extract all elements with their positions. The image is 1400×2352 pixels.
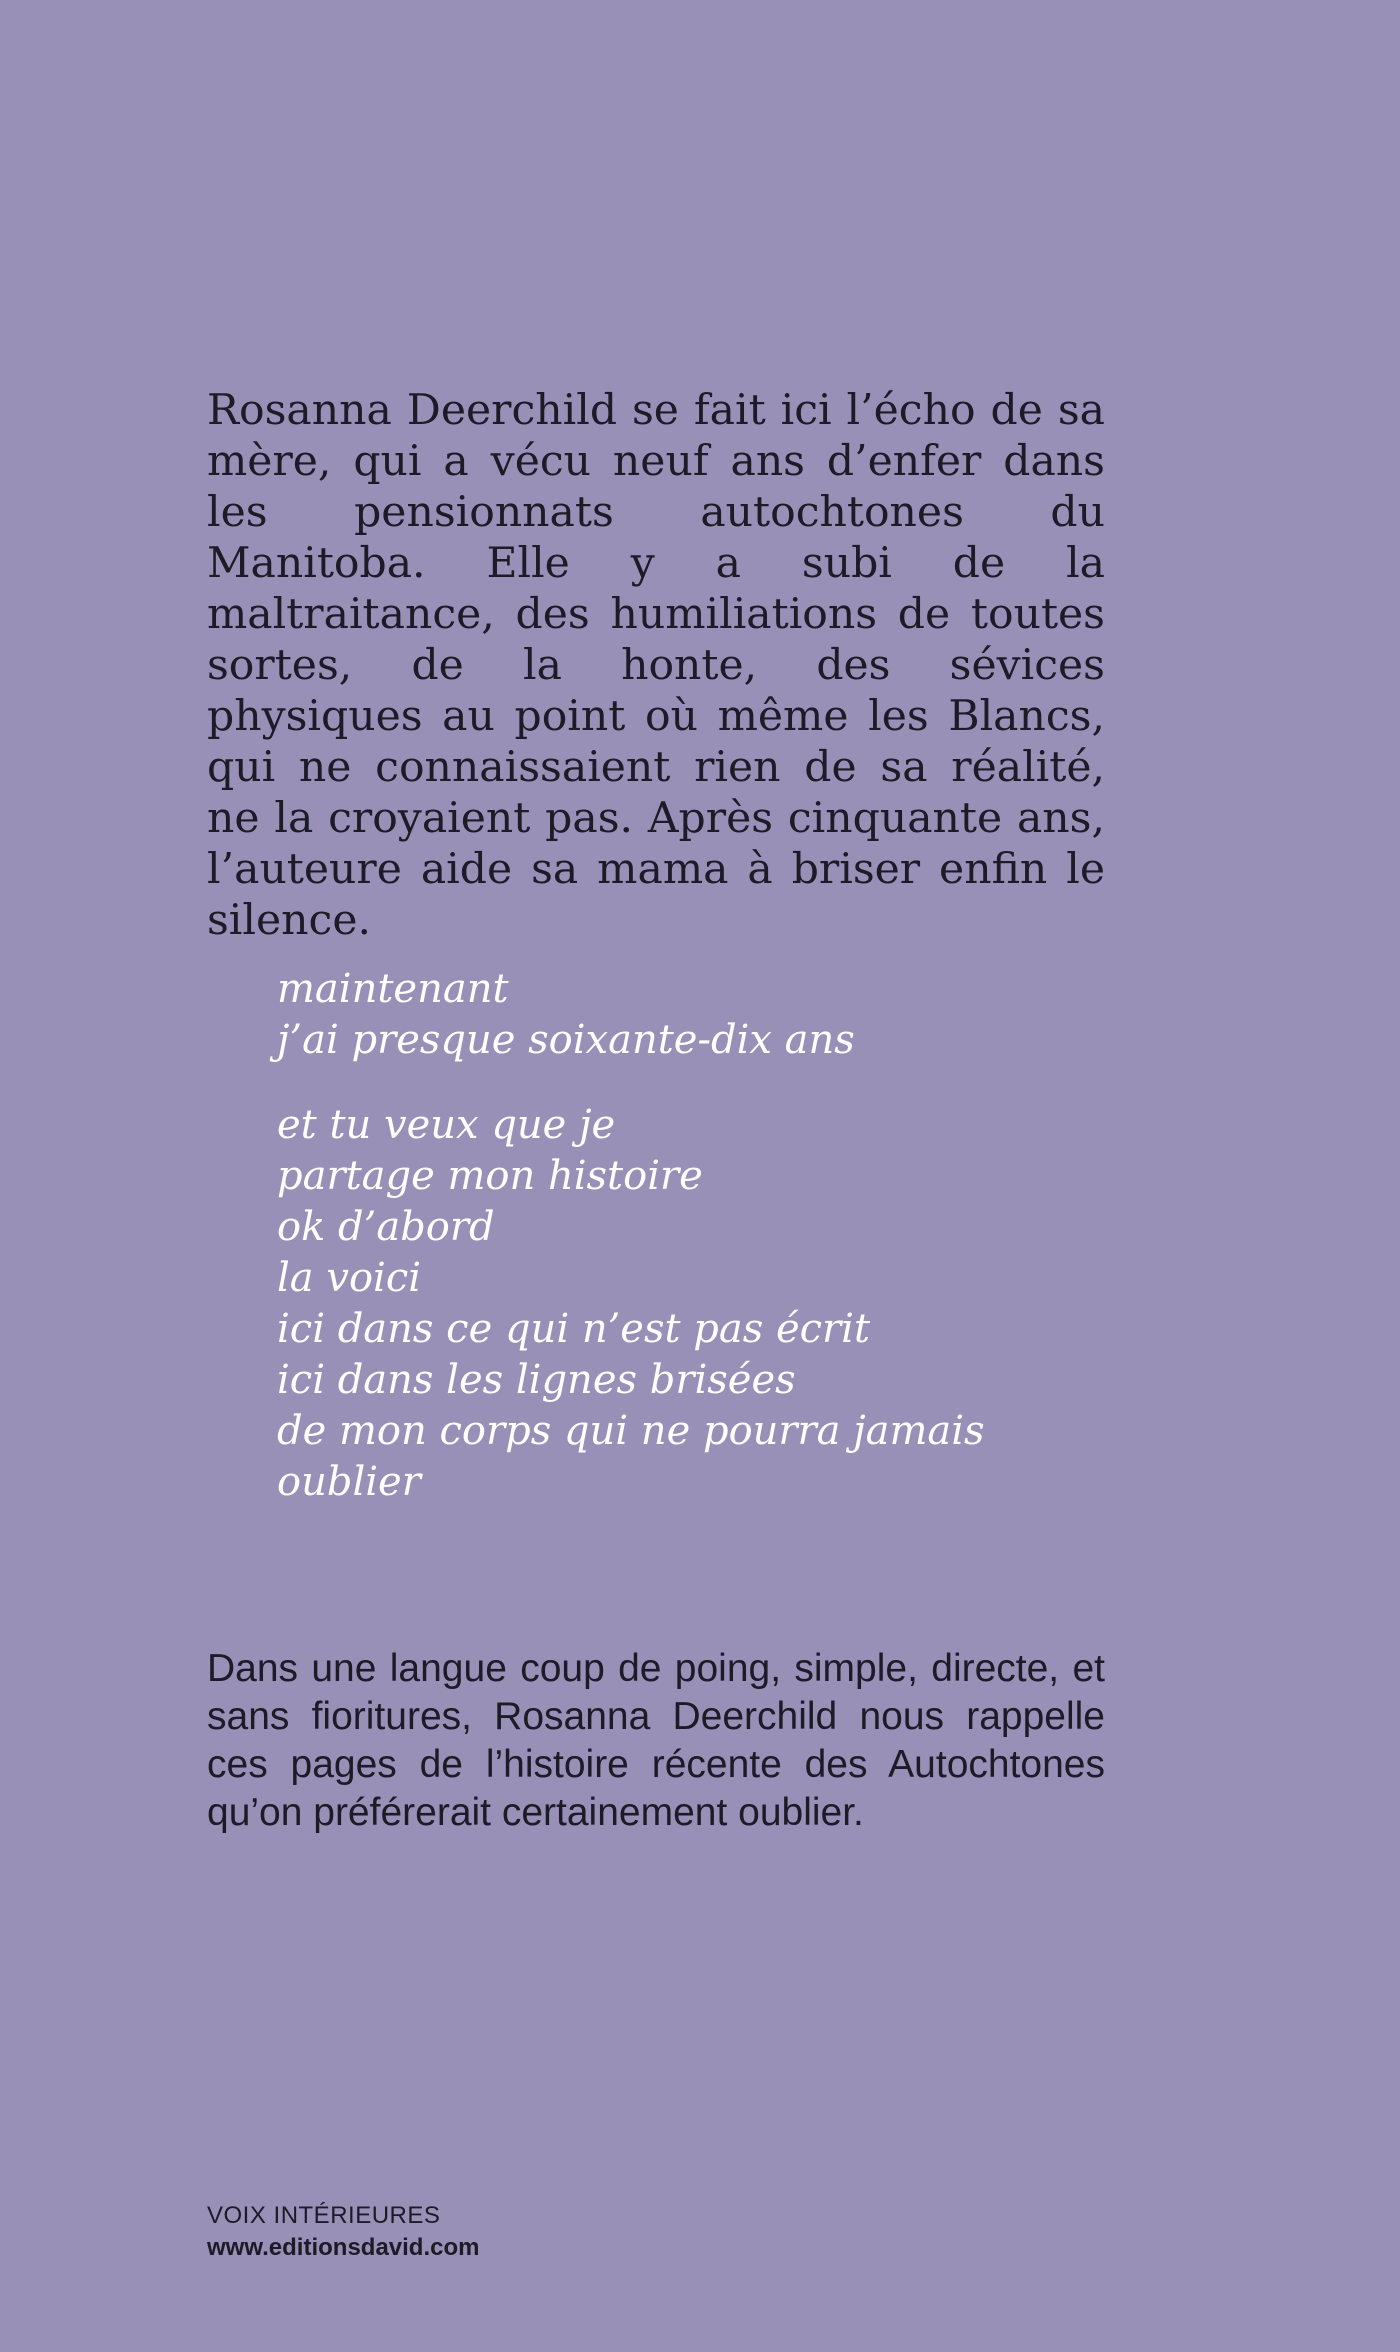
poem-line: partage mon histoire bbox=[277, 1153, 703, 1199]
poem-line: et tu veux que je bbox=[277, 1102, 616, 1148]
poem-stanza-1 bbox=[277, 964, 1117, 1066]
publisher-website: www.editionsdavid.com bbox=[207, 2234, 480, 2261]
poem-line: ici dans ce qui n’est pas écrit bbox=[277, 1306, 871, 1352]
poem-line: oublier bbox=[277, 1459, 421, 1505]
poem-stanza-2 bbox=[277, 1100, 1117, 1508]
intro-paragraph: Rosanna Deerchild se fait ici l’écho de sa mère, qui a vécu neuf ans d’enfer dans les pensionnats autochtones du Manitoba. Elle y a subi de la maltraitance, des humiliations de toutes sortes, de la honte, des sévices physiques au point où même les Blancs, qui ne connaissaient rien de sa réalité, ne la croyaient pas. Après cinquante ans, l’auteure aide sa mama à briser enfin le silence. bbox=[207, 386, 1105, 945]
blurb-paragraph: Dans une langue coup de poing, simple, directe, et sans fioritures, Rosanna Deerchild nous rappelle ces pages de l’histoire récente des Autochtones qu’on préférerait certainement oublier. bbox=[207, 1647, 1105, 1834]
poem-line: la voici bbox=[277, 1255, 422, 1301]
poem-line: ok d’abord bbox=[277, 1204, 495, 1250]
poem-excerpt bbox=[277, 964, 1117, 1542]
poem-line: de mon corps qui ne pourra jamais bbox=[277, 1408, 985, 1454]
collection-name: VOIX INTÉRIEURES bbox=[207, 2202, 441, 2229]
publisher-footer bbox=[207, 2200, 479, 2264]
poem-line: maintenant bbox=[277, 966, 509, 1012]
poem-line: ici dans les lignes brisées bbox=[277, 1357, 796, 1403]
poem-line: j’ai presque soixante-dix ans bbox=[277, 1017, 855, 1063]
